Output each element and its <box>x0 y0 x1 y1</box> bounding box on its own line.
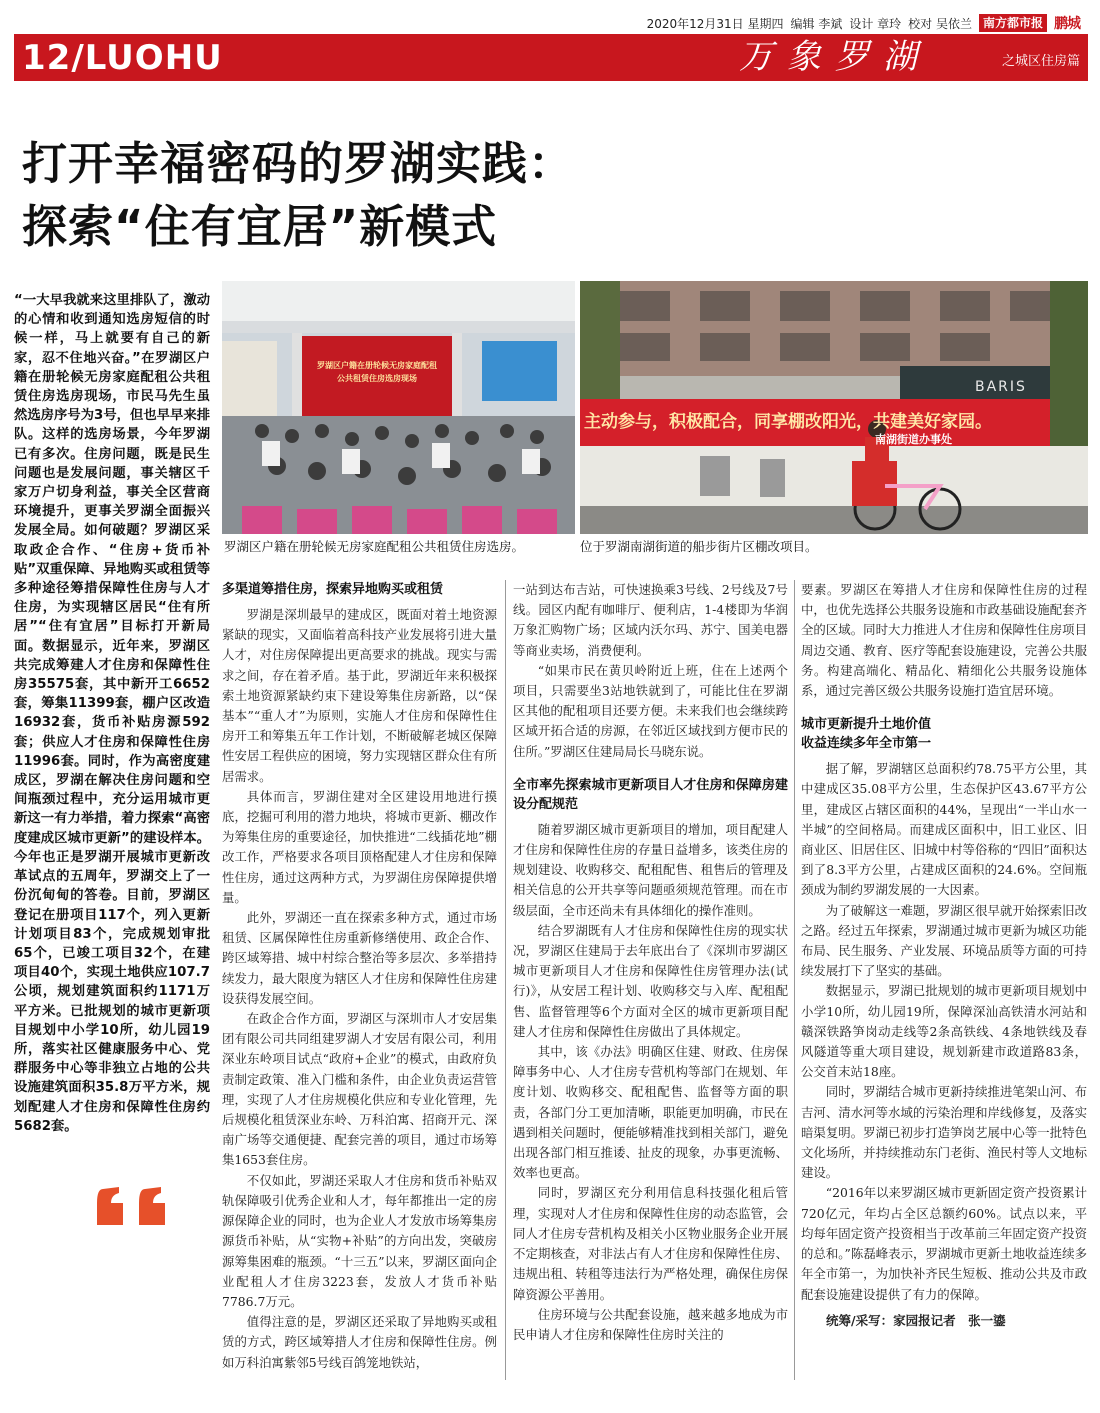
section-banner <box>14 34 1088 81</box>
section-subtitle: 之城区住房篇 <box>1001 54 1080 69</box>
photo-renovation-street <box>580 281 1088 534</box>
event-screen-text <box>307 359 447 385</box>
subhead-housing-channels: 多渠道筹措住房，探索异地购买或租赁 <box>222 582 444 597</box>
paragraph: 具体而言，罗湖住建对全区建设用地进行摸底，挖掘可利用的潜力地块，将城市更新、棚改作为筹集住房的重要途径，加快推进“二线插花地”棚改工作，严格要求各项目顶格配建人才住房和保障性住房，通过这两种方式，为罗湖住房保障提供增量。 <box>222 788 497 905</box>
paragraph: 结合罗湖既有人才住房和保障性住房的现实状况，罗湖区住建局于去年底出台了《深圳市罗湖区城市更新项目人才住房和保障性住房管理办法(试行)》，从安居工程计划、收购移交与入库、配租配售、监督管理等6个方面对全区的城市更新项目配建人才住房和保障性住房做出了具体规定。 <box>513 922 788 1039</box>
section-title: 万象罗湖 <box>739 37 931 77</box>
shop-sign: BARIS <box>975 379 1027 395</box>
headline-line-1: 打开幸福密码的罗湖实践： <box>22 137 575 190</box>
subhead-regulation: 全市率先探索城市更新项目人才住房和保障房建设分配规范 <box>513 777 788 812</box>
byline: 统筹/采写：家园报记者 张一鎏 <box>826 1312 1006 1328</box>
paragraph: 其中，该《办法》明确区住建、财政、住房保障事务中心、人才住房专营机构等部门在规划、年度计划、收购移交、配租配售、监督等方面的职责，各部门分工更加清晰，职能更加明确，市民在遇到相关问题时，便能够精准找到相关部门，避免出现各部门相互推诿、扯皮的现象，办事更流畅、效率也更高。 <box>513 1044 788 1181</box>
screen-text-line-1: 罗湖区户籍在册轮候无房家庭配租 <box>317 361 437 370</box>
headline <box>22 132 922 258</box>
column-divider <box>505 580 506 1380</box>
supplement-logo: 鹏城 <box>1054 16 1080 32</box>
newspaper-logo: 南方都市报 <box>979 14 1047 32</box>
headline-line-2: 探索“住有宜居”新模式 <box>22 200 498 253</box>
photo-caption-2: 位于罗湖南湖街道的船步街片区棚改项目。 <box>580 539 818 554</box>
paragraph: 罗湖是深圳最早的建成区，既面对着土地资源紧缺的现实，又面临着高科技产业发展将引进大量人才，对住房保障提出更高要求的挑战。现实与需求之间，存在着矛盾。基于此，罗湖近年来积极探索土地资源紧缺约束下建设筹集住房新路，以“保基本”“重人才”为原则，实施人才住房和保障性住房开工和筹集五年工作计划，不断破解老城区保障性安居工程供应的困境，努力实现辖区群众住有所居需求。 <box>222 607 497 784</box>
quote-mark-icon <box>95 1185 185 1255</box>
paragraph: 值得注意的是，罗湖区还采取了异地购买或租赁的方式，跨区域筹措人才住房和保障性住房。例如万科泊寓紫邻5号线百鸽笼地铁站， <box>222 1314 497 1370</box>
column-divider <box>794 580 795 1380</box>
proof-credit: 校对 吴依兰 <box>908 16 972 31</box>
renovation-banner-text: 主动参与，积极配合，同享棚改阳光，共建美好家园。 <box>584 412 992 432</box>
screen-text-line-2: 公共租赁住房选房现场 <box>337 374 417 383</box>
design-credit: 设计 章玲 <box>849 16 902 31</box>
subhead-urban-renewal-1: 城市更新提升土地价值 <box>801 717 932 733</box>
photo-caption-1: 罗湖区户籍在册轮候无房家庭配租公共租赁住房选房。 <box>224 539 525 554</box>
paragraph: 此外，罗湖还一直在探索多种方式，通过市场租赁、区属保障性住房重新修缮使用、政企合作、跨区域筹措、城中村综合整治等多层次、多举措持续发力，最大限度为辖区人才住房和保障性住房建设获得发展空间。 <box>222 910 497 1006</box>
paragraph: 不仅如此，罗湖还采取人才住房和货币补贴双轨保障吸引优秀企业和人才，每年都推出一定的房源保障企业的同时，也为企业人才发放市场筹集房源货币补贴，从“实物+补贴”的方向出发，突破房源筹集困难的瓶颈。“十三五”以来，罗湖区面向企业配租人才住房3223套，发放人才货币补贴7786.7万元。 <box>222 1172 497 1309</box>
paragraph: 住房环境与公共配套设施，越来越多地成为市民申请人才住房和保障性住房时关注的 <box>513 1306 788 1342</box>
lead-paragraph: “一大早我就来这里排队了，激动的心情和收到通知选房短信的时候一样，马上就要有自己的新家，忍不住地兴奋。”在罗湖区户籍在册轮候无房家庭配租公共租赁住房选房现场，市民马先生虽然选房序号为3号，但也早早来排队。这样的选房场景，今年罗湖已有多次。住房问题，既是民生问题也是发展问题，事关辖区千家万户切身利益，事关全区营商环境提升，更事关罗湖全面振兴发展全局。如何破题？罗湖区采取政企合作、“住房+货币补贴”双重保障、异地购买或租赁等多种途径筹措保障性住房与人才住房，为实现辖区居民“住有所居”“住有宜居”目标打开新局面。数据显示，近年来，罗湖区共完成筹建人才住房和保障性住房35575套，其中新开工6652套，筹集11399套，棚户区改造16932套，货币补贴房源592套；供应人才住房和保障性住房11996套。同时，作为高密度建成区，罗湖在解决住房问题和空间瓶颈过程中，充分运用城市更新这一有力举措，着力探索“高密度建成区城市更新”的建设样本。今年也正是罗湖开展城市更新改革试点的五周年，罗湖交上了一份沉甸甸的答卷。目前，罗湖区登记在册项目117个，列入更新计划项目83个，完成规划审批65个，已竣工项目32个，在建项目40个，实现土地供应107.7公顷，规划建筑面积约1171万平方米。已批规划的城市更新项目规划中小学10所，幼儿园19所，落实社区健康服务中心、党群服务中心等非独立占地的公共设施建筑面积35.8万平方米，规划配建人才住房和保障性住房约5682套。 <box>14 293 210 1134</box>
paragraph: 随着罗湖区城市更新项目的增加，项目配建人才住房和保障性住房的存量日益增多，该类住房的规划建设、收购移交、配租配售、租售后的管理及相关信息的公开共享等问题亟须规范管理。而在市级层面，全市还尚未有具体细化的操作准则。 <box>513 821 788 918</box>
paragraph: 据了解，罗湖辖区总面积约78.75平方公里，其中建成区35.08平方公里，生态保护区43.67平方公里，建成区占辖区面积的44%，呈现出“一半山水一半城”的空间格局。而建成区面积中，旧工业区、旧商业区、旧居住区、旧城中村等俗称的“四旧”面积达到了8.3平方公里，占建成区面积的24.6%。空间瓶颈成为制约罗湖发展的一大因素。 <box>801 761 1087 898</box>
page-number: 12/LUOHU <box>22 37 223 78</box>
lead-column <box>14 291 210 1136</box>
paragraph: 在政企合作方面，罗湖区与深圳市人才安居集团有限公司共同组建罗湖人才安居有限公司，利用深业东岭项目试点“政府+企业”的模式，由政府负责制定政策、准入门槛和条件，由企业负责运营管理，实现了人才住房规模化供应和专业化管理，先后规模化租赁深业东岭、万科泊寓、招商开元、深南广场等交通便捷、配套完善的项目，通过市场筹集1653套住房。 <box>222 1011 497 1168</box>
paragraph: 为了破解这一难题，罗湖区很早就开始探索旧改之路。经过五年探索，罗湖通过城市更新为城区功能布局、民生服务、产业发展、环境品质等方面的可持续发展打下了坚实的基础。 <box>801 902 1087 979</box>
article-column-2 <box>513 580 788 1345</box>
subhead-urban-renewal-2: 收益连续多年全市第一 <box>801 736 932 752</box>
editor-credit: 编辑 李斌 <box>790 16 843 31</box>
issue-date: 2020年12月31日 星期四 <box>646 16 784 31</box>
masthead-info <box>640 13 1080 33</box>
paragraph: 一站到达布吉站，可快速换乘3号线、2号线及7号线。园区内配有咖啡厅、便利店，1-4楼即为华润万象汇购物广场；区域内沃尔玛、苏宁、国美电器等商业卖场，消费便利。 <box>513 582 788 658</box>
photo-housing-selection <box>222 281 575 534</box>
paragraph: “2016年以来罗湖区城市更新固定资产投资累计720亿元，年均占全区总额约60%。试点以来，平均每年固定资产投资相当于改革前三年固定资产投资的总和。”陈磊峰表示，罗湖城市更新土地收益连续多年全市第一，为加快补齐民生短板、推动公共及市政配套设施建设提供了有力的保障。 <box>801 1185 1087 1302</box>
article-column-1 <box>222 580 497 1373</box>
paragraph: “如果市民在黄贝岭附近上班，住在上述两个项目，只需要坐3站地铁就到了，可能比住在罗湖区其他的配租项目还要方便。未来我们也会继续跨区域开拓合适的房源，在邻近区域找到方便市民的住所。”罗湖区住建局局长马晓东说。 <box>513 662 788 759</box>
paragraph: 要素。罗湖区在筹措人才住房和保障性住房的过程中，也优先选择公共服务设施和市政基础设施配套齐全的区域。同时大力推进人才住房和保障性住房项目周边交通、教育、医疗等配套设施建设，完善公共服务。构建高端化、精品化、精细化公共服务设施体系，通过完善区级公共服务设施打造宜居环境。 <box>801 582 1087 699</box>
article-column-3 <box>801 580 1087 1331</box>
paragraph: 同时，罗湖区充分利用信息科技强化租后管理，实现对人才住房和保障性住房的动态监管，会同人才住房专营机构及相关小区物业服务企业开展不定期核查，对非法占有人才住房和保障性住房、违规出租、转租等违法行为严格处理，确保住房保障资源公平善用。 <box>513 1185 788 1302</box>
renovation-banner-small: 南湖街道办事处 <box>875 433 952 446</box>
paragraph: 数据显示，罗湖已批规划的城市更新项目规划中小学10所，幼儿园19所，保障深汕高铁清水河站和赣深铁路笋岗动走线等2条高铁线、4条地铁线及春风隧道等重大项目建设，规划新建市政道路83条，公交首末站18座。 <box>801 983 1087 1080</box>
paragraph: 同时，罗湖结合城市更新持续推进笔架山河、布吉河、清水河等水域的污染治理和岸线修复，及落实暗渠复明。罗湖已初步打造笋岗艺展中心等一批特色文化场所，并持续推动东门老街、渔民村等人文地标建设。 <box>801 1084 1087 1181</box>
